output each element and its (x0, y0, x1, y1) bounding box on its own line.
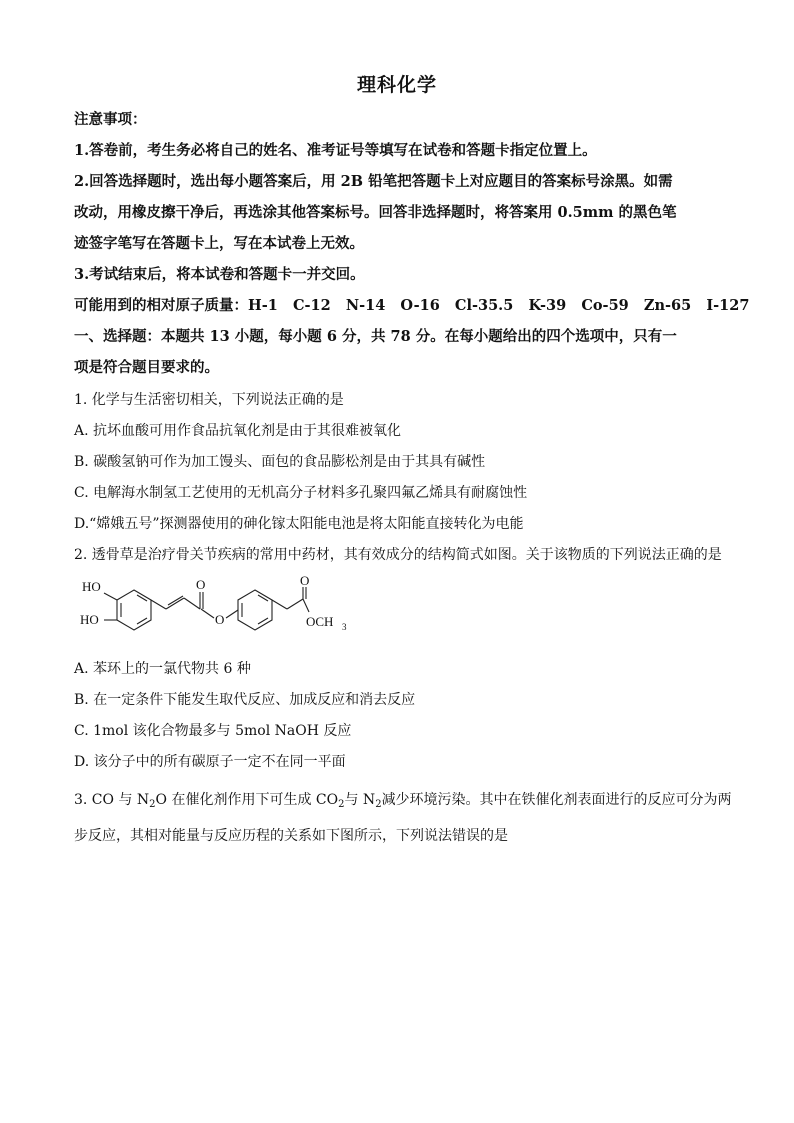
label-ho-bottom: HO (80, 612, 99, 627)
notice-item-2-line1: 2.回答选择题时，选出每小题答案后，用 2B 铅笔把答题卡上对应题目的答案标号涂黑。如需 (74, 173, 673, 190)
label-ester-o: O (215, 612, 225, 627)
question-2-option-d: D. 该分子中的所有碳原子一定不在同一平面 (74, 754, 346, 770)
question-1-option-c: C. 电解海水制氢工艺使用的无机高分子材料多孔聚四氟乙烯具有耐腐蚀性 (74, 485, 528, 501)
page-title: 理科化学 (356, 74, 437, 96)
notice-item-2-line3: 迹签字笔写在答题卡上，写在本试卷上无效。 (74, 235, 364, 252)
question-1-stem: 1. 化学与生活密切相关，下列说法正确的是 (74, 392, 344, 408)
atomic-masses: 可能用到的相对原子质量：H-1 C-12 N-14 O-16 Cl-35.5 K-39 Co-59 Zn-65 I-127 (74, 297, 750, 314)
question-2-stem: 2. 透骨草是治疗骨关节疾病的常用中药材，其有效成分的结构简式如图。关于该物质的下列说法正确的是 (74, 547, 722, 563)
notice-item-3: 3.考试结束后，将本试卷和答题卡一并交回。 (74, 266, 365, 283)
label-carbonyl-o2: O (300, 573, 310, 588)
q3-sub-1: 2 (149, 799, 156, 810)
q3-sub-2: 2 (338, 799, 345, 810)
q3-sub-3: 2 (375, 799, 382, 810)
question-1-option-d: D.“嫦娥五号”探测器使用的砷化镓太阳能电池是将太阳能直接转化为电能 (74, 516, 524, 532)
question-2-option-c: C. 1mol 该化合物最多与 5mol NaOH 反应 (74, 723, 352, 739)
q3-text-4: 减少环境污染。其中在铁催化剂表面进行的反应可分为两 (381, 792, 732, 808)
structural-formula (74, 572, 364, 652)
question-3-stem-line2: 步反应，其相对能量与反应历程的关系如下图所示，下列说法错误的是 (74, 828, 508, 844)
question-1-option-a: A. 抗坏血酸可用作食品抗氧化剂是由于其很难被氧化 (74, 423, 402, 439)
notice-item-2-line2: 改动，用橡皮擦干净后，再选涂其他答案标号。回答非选择题时，将答案用 0.5mm 的黑色笔 (74, 204, 677, 221)
section-heading-line1: 一、选择题：本题共 13 小题，每小题 6 分，共 78 分。在每小题给出的四个选项中，只有一 (74, 328, 677, 345)
question-3-stem-line1 (74, 790, 734, 815)
question-1-option-b: B. 碳酸氢钠可作为加工馒头、面包的食品膨松剂是由于其具有碱性 (74, 454, 486, 470)
label-methoxy: OCH (306, 614, 334, 629)
question-2-option-a: A. 苯环上的一氯代物共 6 种 (74, 661, 251, 677)
notice-item-1: 1.答卷前，考生务必将自己的姓名、准考证号等填写在试卷和答题卡指定位置上。 (74, 142, 597, 159)
q3-text-2: O 在催化剂作用下可生成 CO (155, 792, 339, 808)
notice-heading: 注意事项： (74, 111, 147, 128)
label-ho-top: HO (82, 579, 101, 594)
q3-text-3: 与 N (344, 792, 376, 808)
label-methoxy-sub: 3 (342, 622, 347, 632)
question-2-option-b: B. 在一定条件下能发生取代反应、加成反应和消去反应 (74, 692, 416, 708)
q3-text-1: 3. CO 与 N (74, 792, 150, 808)
label-carbonyl-o1: O (196, 577, 206, 592)
section-heading-line2: 项是符合题目要求的。 (74, 359, 219, 376)
